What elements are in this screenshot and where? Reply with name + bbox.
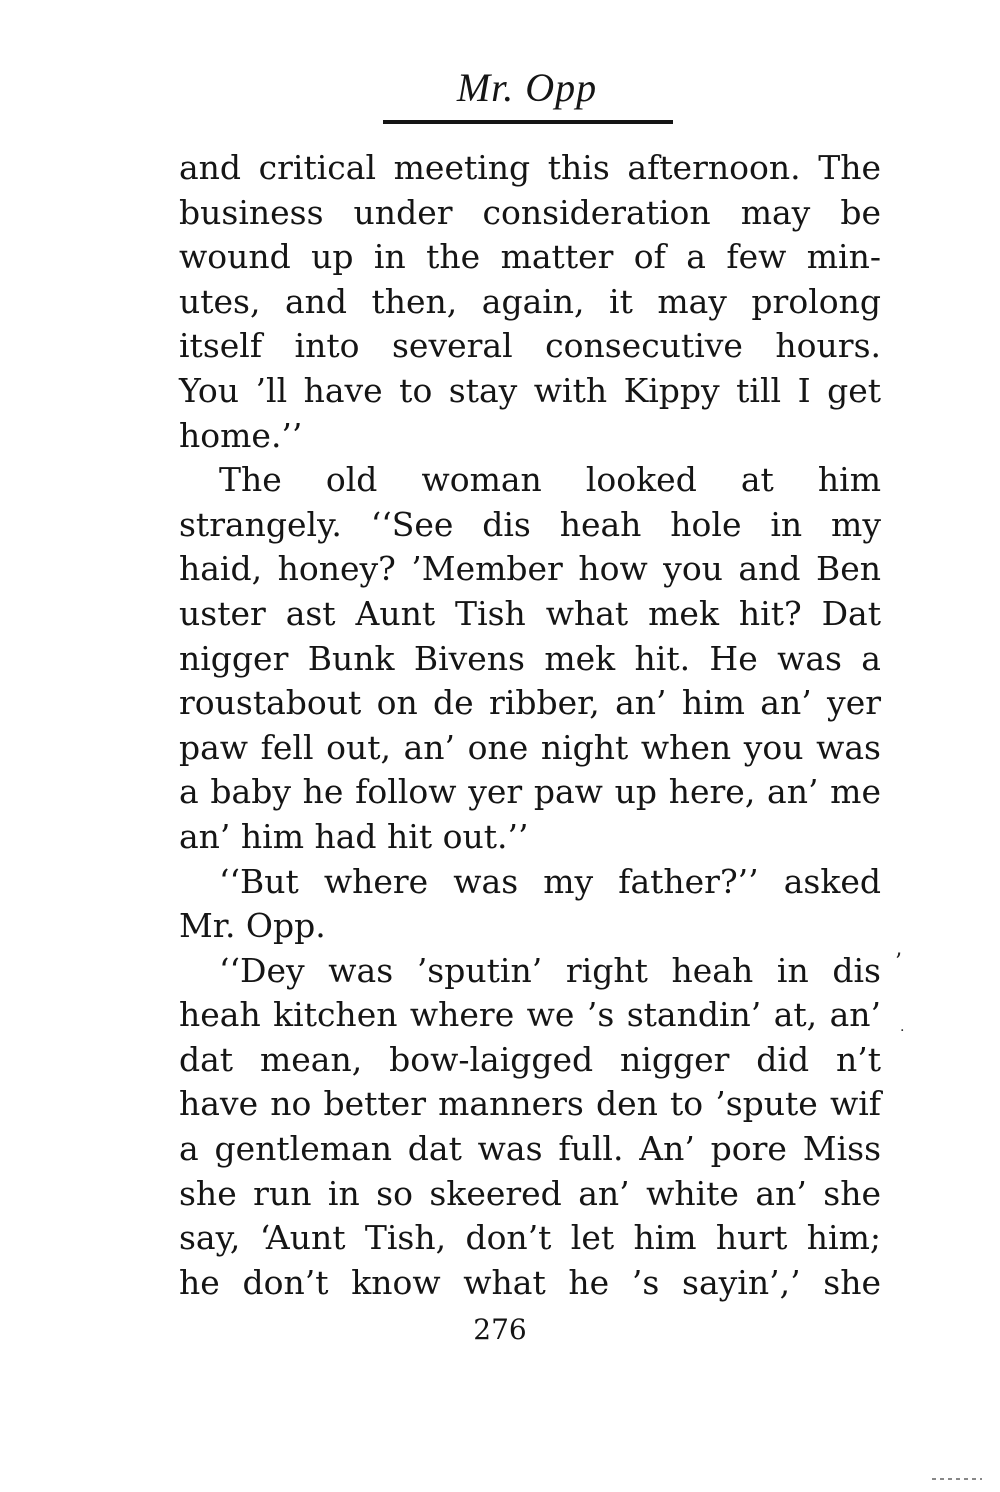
text-line: strangely. ‘‘See dis heah hole in my — [179, 504, 881, 544]
text-line: dat mean, bow-laigged nigger did n’t — [179, 1039, 881, 1079]
paragraph-first-line: The old woman looked at him — [219, 460, 881, 500]
text-line: itself into several consecutive hours. — [179, 326, 881, 366]
text-line: she run in so skeered an’ white an’ she — [179, 1173, 881, 1213]
margin-mark: ’ — [895, 950, 902, 975]
header-rule — [383, 120, 673, 124]
text-line: haid, honey? ’Member how you and Ben — [179, 549, 881, 589]
text-line: he don’t know what he ’s sayin’,’ she — [179, 1262, 881, 1302]
text-line: heah kitchen where we ’s standin’ at, an’ — [179, 995, 881, 1035]
text-line: wound up in the matter of a few min- — [179, 237, 881, 277]
paragraph-first-line: ‘‘Dey was ’sputin’ right heah in dis — [219, 950, 881, 990]
text-line: an’ him had hit out.’’ — [179, 816, 529, 856]
scan-artifact — [932, 1478, 982, 1480]
text-line: a baby he follow yer paw up here, an’ me — [179, 772, 881, 812]
text-line: have no better manners den to ’spute wif — [179, 1084, 881, 1124]
paragraph-first-line: ‘‘But where was my father?’’ asked — [219, 861, 881, 901]
running-head: Mr. Opp — [456, 65, 598, 110]
text-line: a gentleman dat was full. An’ pore Miss — [179, 1129, 881, 1169]
margin-mark: . — [900, 1019, 905, 1035]
text-line: You ’ll have to stay with Kippy till I get — [179, 370, 881, 410]
text-line: uster ast Aunt Tish what mek hit? Dat — [179, 593, 881, 633]
text-line: say, ‘Aunt Tish, don’t let him hurt him; — [179, 1218, 881, 1258]
text-line: home.’’ — [179, 415, 303, 455]
text-line: business under consideration may be — [179, 192, 881, 232]
text-line: utes, and then, again, it may prolong — [179, 281, 881, 321]
page-number: 276 — [473, 1313, 527, 1346]
body-text — [179, 146, 881, 1305]
text-line: nigger Bunk Bivens mek hit. He was a — [179, 638, 881, 678]
text-line: and critical meeting this afternoon. The — [179, 148, 881, 187]
text-line: roustabout on de ribber, an’ him an’ yer — [179, 683, 881, 723]
text-line: paw fell out, an’ one night when you was — [179, 727, 881, 767]
text-line: Mr. Opp. — [179, 906, 326, 946]
